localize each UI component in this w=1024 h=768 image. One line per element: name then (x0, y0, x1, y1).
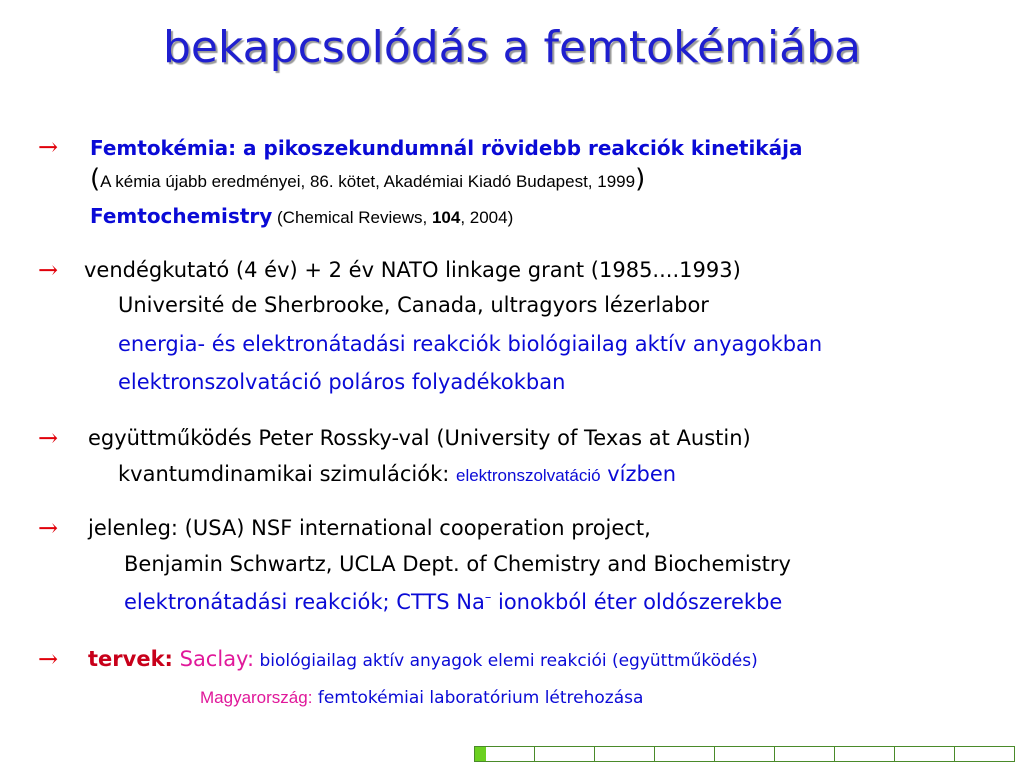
progress-cell (774, 747, 834, 761)
year-text: , 2004) (460, 208, 514, 227)
paren-open: ( (90, 164, 101, 194)
ether-text: ionokból éter oldószerekbe (491, 590, 783, 614)
ctts-line (124, 590, 782, 614)
ucla-line: Benjamin Schwartz, UCLA Dept. of Chemistry and Biochemistry (124, 552, 791, 576)
slide-title: bekapcsolódás a femtokémiába (162, 22, 862, 73)
energy-transfer-line: energia- és elektronátadási reakciók biológiailag aktív anyagokban (118, 332, 823, 356)
slide-progress-bar (474, 746, 1015, 762)
ctts-text: elektronátadási reakciók; CTTS Na (124, 590, 485, 614)
chemical-reviews-text: (Chemical Reviews, (272, 208, 432, 227)
bullet-arrow-icon: → (38, 424, 59, 452)
progress-cell (534, 747, 594, 761)
hungary-label: Magyarország: (200, 688, 313, 707)
plans-label: tervek: (88, 647, 173, 671)
progress-cell (834, 747, 894, 761)
quantum-simulation-text: kvantumdinamikai szimulációk: (118, 462, 456, 486)
saclay-text: biológiailag aktív anyagok elemi reakciói (együttműködés) (254, 651, 758, 671)
reference-text-1: A kémia újabb eredményei, 86. kötet, Akadémiai Kiadó Budapest, 1999 (100, 172, 636, 191)
quantum-simulation-line (118, 462, 676, 486)
electron-solvation-line: elektronszolvatáció poláros folyadékokban (118, 370, 566, 394)
bullet-arrow-icon: → (38, 514, 59, 542)
hungary-line (200, 684, 643, 708)
bullet-arrow-icon: → (38, 133, 59, 161)
collaboration-line: együttműködés Peter Rossky-val (University of Texas at Austin) (88, 426, 751, 450)
bullet-arrow-icon: → (38, 256, 59, 284)
reference-line-1 (90, 164, 645, 194)
progress-cell (714, 747, 774, 761)
hungary-text: femtokémiai laboratórium létrehozása (312, 688, 644, 708)
femtochemistry-heading: Femtokémia: a pikoszekundumnál rövidebb reakciók kinetikája (90, 136, 803, 160)
paren-close: ) (635, 164, 646, 194)
reference-line-2 (90, 204, 513, 228)
minus-superscript: – (484, 590, 492, 605)
nsf-project-line: jelenleg: (USA) NSF international cooperation project, (88, 516, 651, 540)
solvation-text: elektronszolvatáció (455, 466, 601, 485)
progress-cell (894, 747, 954, 761)
progress-cell (954, 747, 1014, 761)
volume-number: 104 (431, 208, 461, 227)
progress-cell (654, 747, 714, 761)
in-water-text: vízben (600, 462, 677, 486)
sherbrooke-line: Université de Sherbrooke, Canada, ultragyors lézerlabor (118, 293, 709, 317)
progress-cell (594, 747, 654, 761)
saclay-label: Saclay: (172, 647, 255, 671)
progress-fill (475, 747, 486, 761)
bullet-arrow-icon: → (38, 645, 59, 673)
plans-line (88, 647, 758, 671)
femtochemistry-title: Femtochemistry (90, 204, 273, 228)
visiting-researcher-line: vendégkutató (4 év) + 2 év NATO linkage grant (1985....1993) (84, 258, 741, 282)
